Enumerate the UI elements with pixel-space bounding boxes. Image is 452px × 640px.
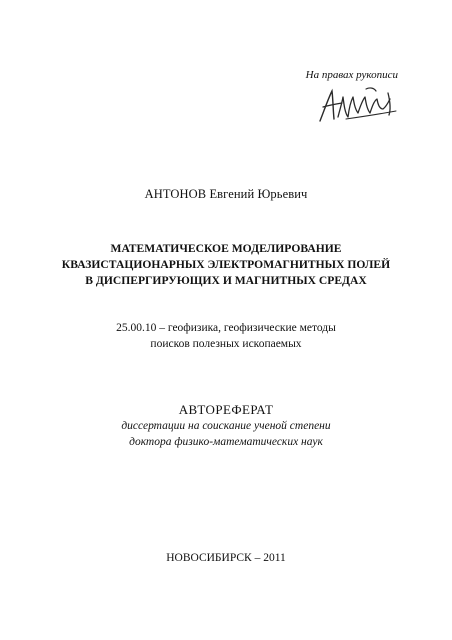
title-line: МАТЕМАТИЧЕСКОЕ МОДЕЛИРОВАНИЕ	[110, 242, 342, 255]
author-signature	[316, 83, 400, 127]
title-line: КВАЗИСТАЦИОНАРНЫХ ЭЛЕКТРОМАГНИТНЫХ ПОЛЕЙ	[61, 258, 391, 271]
specialty-code	[0, 320, 452, 352]
dissertation-title	[0, 241, 452, 289]
author-name: АНТОНОВ Евгений Юрьевич	[144, 187, 308, 201]
abstract-heading: АВТОРЕФЕРАТ	[178, 402, 274, 417]
specialty-line: 25.00.10 – геофизика, геофизические методы	[116, 322, 336, 334]
title-line: В ДИСПЕРГИРУЮЩИХ И МАГНИТНЫХ СРЕДАХ	[85, 274, 367, 287]
specialty-line: поисков полезных ископаемых	[150, 338, 302, 350]
degree-description	[0, 418, 452, 450]
rights-note: На правах рукописи	[305, 69, 398, 81]
city-year: НОВОСИБИРСК – 2011	[166, 552, 286, 564]
degree-line: диссертации на соискание ученой степени	[121, 420, 331, 432]
degree-line: доктора физико-математических наук	[129, 436, 323, 448]
